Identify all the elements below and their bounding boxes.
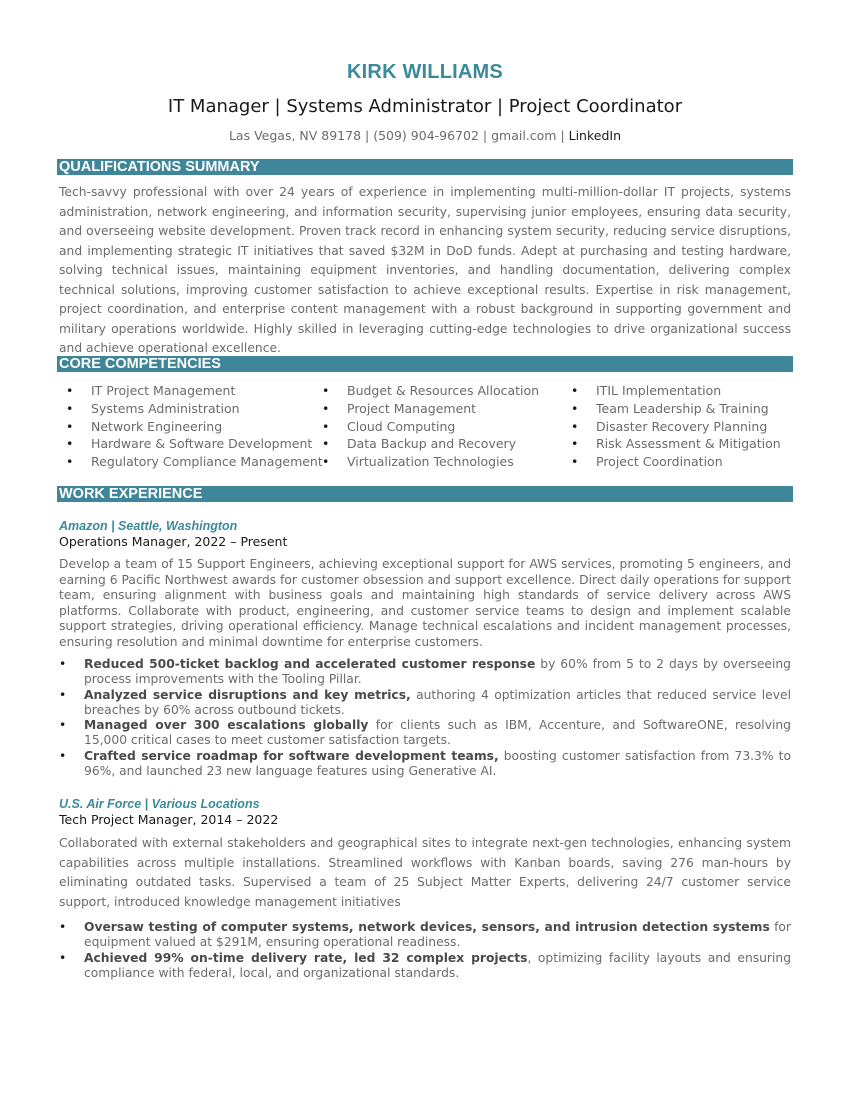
competency-item: • Team Leadership & Training xyxy=(571,400,781,418)
competency-item: • Virtualization Technologies xyxy=(322,453,539,471)
achievement-detail: for clients such as IBM, Accenture, and SoftwareONE, resolving 15,000 critical cases to meet customer satisfaction targets. xyxy=(84,718,791,748)
competency-item: • Hardware & Software Development xyxy=(66,435,323,453)
achievement-highlight: Analyzed service disruptions and key metrics, xyxy=(84,687,411,702)
achievement-detail: boosting customer satisfaction from 73.3% to 96%, and launched 23 new language features using Generative AI. xyxy=(84,748,792,779)
achievement-item xyxy=(59,657,791,688)
linkedin-link[interactable]: LinkedIn xyxy=(568,128,622,143)
competencies-column-3 xyxy=(571,382,781,471)
qualifications-summary-text: Tech-savvy professional with over 24 years of experience in implementing multi-million-dollar IT projects, systems administration, network engineering, and information security, supervising junior employees, ensuring data security, and overseeing website development. Proven track record in enhancing system security, reducing service disruptions, and implementing strategic IT initiatives that saved $32M in DoD funds. Adept at purchasing and testing hardware, solving technical issues, maintaining equipment inventories, and handling documentation, delivering complex technical solutions, improving customer satisfaction to achieve exceptional results. Expertise in risk management, project coordination, and enterprise content management with a robust background in supporting government and military operations worldwide. Highly skilled in leveraging cutting-edge technologies to drive organizational success and achieve operational excellence. xyxy=(59,185,791,355)
job-summary: Collaborated with external stakeholders and geographical sites to integrate next-gen technologies, enhancing system capabilities across multiple installations. Streamlined workflows with Kanban boards, saving 276 man-hours by eliminating outdated tasks. Supervised a team of 25 Subject Matter Experts, delivering 24/7 customer service support, introduced knowledge management initiatives xyxy=(59,836,791,909)
contact-details: Las Vegas, NV 89178 | (509) 904-96702 | gmail.com | xyxy=(228,128,569,143)
competency-item: • Risk Assessment & Mitigation xyxy=(571,435,781,453)
achievement-item xyxy=(59,688,791,719)
competency-item: • Disaster Recovery Planning xyxy=(571,418,781,436)
competency-item: • Regulatory Compliance Management xyxy=(66,453,323,471)
competency-item: • Systems Administration xyxy=(66,400,323,418)
qualifications-section-header: QUALIFICATIONS SUMMARY xyxy=(57,159,793,175)
competency-item: • IT Project Management xyxy=(66,382,323,400)
candidate-headline: IT Manager | Systems Administrator | Project Coordinator xyxy=(167,96,683,117)
achievement-detail: authoring 4 optimization articles that reduced service level breaches by 60% across outbound tickets. xyxy=(84,687,791,717)
achievement-item xyxy=(59,749,791,780)
achievement-highlight: Reduced 500-ticket backlog and accelerated customer response xyxy=(84,657,536,671)
competency-item: • Budget & Resources Allocation xyxy=(322,382,539,400)
job-achievements xyxy=(59,920,791,981)
competency-item: • Cloud Computing xyxy=(322,418,539,436)
competency-item: • Data Backup and Recovery xyxy=(322,435,539,453)
achievement-highlight: Crafted service roadmap for software development teams, xyxy=(84,748,499,763)
competency-item: • ITIL Implementation xyxy=(571,382,781,400)
achievement-detail: by 60% from 5 to 2 days by overseeing process improvements with the Tooling Pillar. xyxy=(84,657,791,687)
job-role: Tech Project Manager, 2014 – 2022 xyxy=(59,812,279,827)
job-role: Operations Manager, 2022 – Present xyxy=(59,534,288,549)
achievement-item xyxy=(59,951,791,982)
competency-item: • Project Coordination xyxy=(571,453,781,471)
achievement-highlight: Managed over 300 escalations globally xyxy=(84,718,369,733)
contact-line xyxy=(0,128,850,143)
candidate-name: KIRK WILLIAMS xyxy=(347,61,503,83)
achievement-detail: for equipment valued at $291M, ensuring operational readiness. xyxy=(84,920,791,950)
job-employer: Amazon | Seattle, Washington xyxy=(59,519,238,533)
job-summary: Develop a team of 15 Support Engineers, achieving exceptional support for AWS services, promoting 5 engineers, and earning 6 Pacific Northwest awards for customer obsession and support excellence. Direct daily operations for support team, ensuring alignment with business goals and maintaining high standards of service delivery across AWS platforms. Collaborate with product, engineering, and customer service teams to design and implement scalable support strategies, driving operational efficiency. Manage technical escalations and incident management processes, ensuring resolution and minimal downtime for enterprise customers. xyxy=(59,557,791,649)
competencies-column-2 xyxy=(322,382,539,471)
competency-item: • Project Management xyxy=(322,400,539,418)
experience-section-header: WORK EXPERIENCE xyxy=(57,486,793,502)
competencies-column-1 xyxy=(66,382,323,471)
achievement-item xyxy=(59,718,791,749)
job-employer: U.S. Air Force | Various Locations xyxy=(59,797,260,811)
achievement-highlight: Achieved 99% on-time delivery rate, led 32 complex projects xyxy=(84,950,528,965)
achievement-highlight: Oversaw testing of computer systems, network devices, sensors, and intrusion detection systems xyxy=(84,920,770,934)
achievement-item xyxy=(59,920,791,951)
job-achievements xyxy=(59,657,791,779)
achievement-detail: , optimizing facility layouts and ensuring compliance with federal, local, and organizational standards. xyxy=(84,950,792,980)
competency-item: • Network Engineering xyxy=(66,418,323,436)
competencies-section-header: CORE COMPETENCIES xyxy=(57,356,793,372)
